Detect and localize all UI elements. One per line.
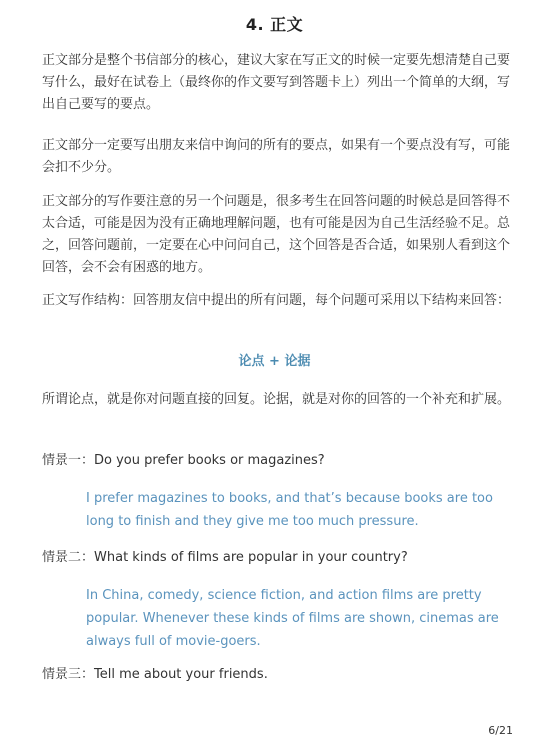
paragraph-appropriateness: 正文部分的写作要注意的另一个问题是，很多考生在回答问题的时候总是回答得不太合适，可能是因为没有正确地理解问题，也有可能是因为自己生活经验不足。总之，回答问题前，一定要在心中问问自己，这个回答是否合适，如果别人看到这个回答，会不会有困惑的地方。 — [42, 194, 511, 275]
scenario-2-answer: In China, comedy, science fiction, and action films are pretty popular. Whenever these kinds of films are shown, cinemas are always full of movie-goers. — [86, 588, 499, 649]
scenario-2 — [42, 547, 510, 569]
page-number: 6/21 — [488, 724, 513, 737]
scenario-label: 情景一： — [42, 453, 95, 468]
paragraph-key-points: 正文部分一定要写出朋友来信中询问的所有的要点，如果有一个要点没有写，可能会扣不少分。 — [42, 138, 511, 175]
scenario-label: 情景三： — [42, 667, 95, 682]
scenario-1-answer: I prefer magazines to books, and that’s because books are too long to finish and they give me too much pressure. — [86, 491, 493, 529]
scenario-question: Tell me about your friends. — [94, 667, 268, 682]
scenario-question: Do you prefer books or magazines? — [94, 453, 325, 468]
structure-heading: 论点 + 论据 — [238, 354, 311, 369]
paragraph-structure: 正文写作结构：回答朋友信中提出的所有问题，每个问题可采用以下结构来回答： — [42, 293, 511, 308]
paragraph-explanation: 所谓论点，就是你对问题直接的回复。论据，就是对你的回答的一个补充和扩展。 — [42, 392, 511, 407]
paragraph-intro: 正文部分是整个书信部分的核心，建议大家在写正文的时候一定要先想清楚自己要写什么，最好在试卷上（最终你的作文要写到答题卡上）列出一个简单的大纲，写出自己要写的要点。 — [42, 53, 511, 112]
scenario-1 — [42, 450, 510, 472]
scenario-3 — [42, 664, 510, 686]
scenario-question: What kinds of films are popular in your country? — [94, 550, 408, 565]
section-title: 4. 正文 — [245, 15, 304, 34]
scenario-label: 情景二： — [42, 550, 95, 565]
